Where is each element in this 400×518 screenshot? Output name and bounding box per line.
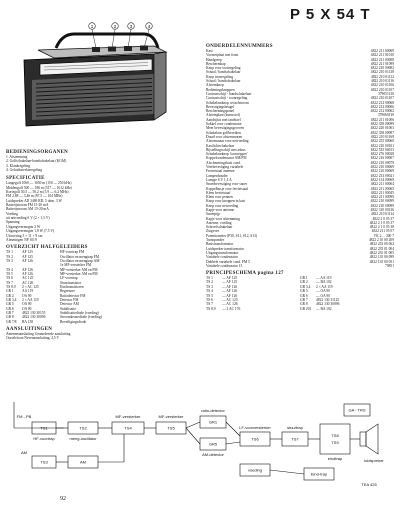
semi-type: 4822 130 30096 [22,315,46,320]
controls-item: 2. Golfschakelaar-bandschakelaar (KGM) [6,159,67,164]
princ-code: TS 4 [206,289,213,294]
part-number: 4822 211 01099 [370,61,394,66]
princ-type: — OA 90 [316,289,330,294]
page-number: 92 [60,496,66,502]
part-name: Schaal / bandschakelaar [206,79,241,84]
spec-line: Langegolf 1060 — 1650 m (150 — 250 kHz) [6,181,72,186]
controls-item: 4. Geluidssterkteregeling [6,168,43,173]
semi-row [6,320,176,324]
princ-code: GR 1 [300,276,308,281]
princ-type: — AF 125 [222,276,238,281]
part-number: 4822 235 01 005 [369,250,394,255]
parts-row [206,264,394,268]
part-name: Koppelbusje voor ferrietstaaf [206,186,249,191]
part-name: Beschermkap [206,61,226,66]
diagram-label: AM-detector [202,452,224,457]
diagram-label: Eind-trap [310,471,328,477]
parts-heading: ONDERDELENNUMMERS [206,44,273,49]
part-name: Schakelaarknop 'toonwipper' [206,152,248,157]
part-name: Schaal / bandschakelaar [206,70,241,75]
princ-table [206,276,394,311]
diagram-label: TEA 425 [361,482,377,487]
part-number: 4822 235 01 004 [369,246,394,251]
semi-code: TS 5 [6,271,13,276]
block-diagram [4,398,396,494]
princ-code: TS 7 [206,302,213,307]
part-name: Beschermingspanel [206,109,235,114]
semi-function: 1e MF-versterker FM [60,263,92,268]
diagram-label: FM - PB [16,414,32,419]
part-name: Kast [206,49,213,53]
part-number: 4822 255 00060 [370,139,394,144]
diagram-label: TS7 [291,436,299,442]
part-name: Schakelaarknop wisselstroom [206,100,249,105]
part-number: 4822 2 0 05 37 [372,216,394,221]
diagram-label: voeding [247,467,263,473]
part-name: Potentiometer (P30, S11, S12, S13) [206,233,258,238]
princ-code: TS 5 [206,293,213,298]
semi-function: Detector FM [60,297,79,302]
princ-code: TS 2 [206,280,213,285]
diagram-label: TS2 [79,425,87,431]
princ-type: 2 × AA 119 [316,284,333,289]
part-number: 4822 210 01107 [370,96,394,101]
diagram-label: ratio-detector [201,408,225,413]
semi-function: HF-voortrap FM [60,250,85,255]
semi-type: AF 126 [22,267,33,272]
part-name: Bijstellingsschijf met asbus [206,147,246,152]
semi-code: TS 2 [6,254,13,259]
part-number: 4822 211 00065 [370,186,394,191]
callout-2: 2 [113,23,117,29]
part-name: Schakelaar golfbereiken [206,130,241,135]
part-number: 379060130 [377,113,394,118]
semi-list [6,250,176,324]
part-name: Kastlichtschakelaar [206,143,235,148]
princ-left [206,276,286,311]
diagram-label: GA - TRS [348,407,366,413]
princ-code: GR 3,4 [300,284,311,289]
part-name: Uitgangstransformator [206,250,239,255]
spec-line: FM 2,88 — 3,46 m (87,5 — 104 MHz) [6,194,63,199]
part-number: 4822 211 00064 [370,182,394,187]
part-number: 4822 233 00021 [370,173,394,178]
controls-item: 3. Klankregeling [6,163,31,168]
spec-line: Uitgangsvermogen 2 W [6,224,41,229]
part-number: 4822 135 00 051 [369,259,394,264]
princ-row [206,307,286,311]
controls-heading: BEDIENINGSORGANEN [6,150,69,155]
diagram-label: TS1 [40,425,48,431]
part-name: Sokkel voor condensator [206,122,242,127]
diagram-label: TS9 [331,440,339,445]
semi-code: GR 8 [6,315,14,320]
part-name: Schroefschakelaar [206,225,233,230]
princ-code: TS 8,9 [206,306,216,311]
part-number: 4822 210 00069 [370,169,394,174]
part-number: 379051130 [377,91,394,96]
semi-code: TS 1 [6,250,13,255]
semi-code: GR 3,4 [6,297,17,302]
princ-code: GR 7 [300,297,308,302]
semi-code: TS 4 [6,267,13,272]
part-number: 4822 216 00007 [370,156,394,161]
align-line: Antenneaansluiting Geanodeerde aansluiting [6,332,71,337]
part-number: 4822 211 00099 [370,195,394,200]
princ-code: GR 2 [300,280,308,285]
semi-type: OA 90 [22,306,32,311]
part-name: Kapje voor afstemming [206,216,240,221]
spec-line: Spanning [6,220,20,225]
part-name: Voorzetplaat met front [206,53,239,58]
part-name: Afstemplaat (kunststof) [206,113,241,118]
princ-type: — 2 AC 176 [222,306,241,311]
part-number: 4822 2 10 00 209 [368,238,394,243]
semi-function: Oscillator en mengtrap FM [60,254,100,259]
diagram-label: TS3 [40,459,48,465]
part-name: Knop voor netvoeding [206,203,239,208]
part-name: Klem voor pennen [206,195,233,200]
part-number: 4822 211 01006 [370,117,394,122]
radio-illustration [4,20,170,132]
align-heading: AANSLUITINGEN [6,327,53,333]
semi-type: AA 119 [22,289,34,294]
part-number: 4822 211 00008 [370,57,394,62]
radio-drawing [4,20,170,132]
part-number: 4822 210 01169 [370,134,394,139]
semi-function: Eindtransistoren [60,284,84,289]
part-name: Koppelcondensator AM/FM [206,156,247,161]
spec-line: Voeding [6,211,18,216]
part-number: 4822 210 00099 [370,199,394,204]
spec-line: Batterijstroom FM 15-20 mA [6,203,49,208]
parts-list [206,49,394,268]
semi-type: AF 125 [22,250,33,255]
part-number: 4822 211 00069 [370,49,394,53]
part-name: Handgreep [206,57,222,62]
part-number: 4822 210 00069 [370,165,394,170]
part-name: Lampje 6 V 1,1 A [206,177,232,182]
princ-code: GR 5 [300,289,308,294]
page-title: P 5 X 54 T [290,6,371,23]
semi-code: GR 7/8 [6,319,17,324]
part-name: Knop voor knoppen in kast [206,199,246,204]
part-name: Kapje voor antenne [206,207,235,212]
part-name: Snoerbevestiging voor snoer [206,182,248,187]
semi-code: GR 2 [6,293,14,298]
semi-code: GR 7 [6,311,14,315]
part-number: 4822 211 00045 [370,190,394,195]
semi-code: TS 6 [6,276,13,281]
part-number: 4822 535 00013 [370,147,394,152]
left-column [6,150,176,341]
princ-type: — BA 102 [316,306,332,311]
part-number: VK 2 ... 300 7 [373,233,394,238]
block-diagram-svg [4,398,396,494]
semi-code: GR 1 [6,289,14,294]
callout-3: 3 [129,23,133,29]
part-name: Meer bevestigingsgroeven [206,126,245,131]
part-number: 4822 276 00028 [370,152,394,157]
spec-line: uit netvoeding 6 V (2 × 1,5 V) [6,216,50,221]
spec-line: Batterijstroom AM 15-20 mA [6,207,49,212]
spec-heading: SPECIFICATIE [6,176,45,182]
part-number: 4822 210 00101 [370,143,394,148]
semi-function: Beveiligingsdiode [60,319,87,324]
semi-type: AC 126 [22,280,34,285]
callout-1: 1 [90,23,94,29]
princ-code: TS 3 [206,284,213,289]
diagram-label: TS5 [167,425,175,431]
princ-type: 4822 130 30096 [316,302,340,307]
part-name: Knop toonregeling [206,74,234,79]
semi-code: GR 6 [6,306,14,311]
callout-4: 4 [147,23,151,29]
part-name: Snoerpijp [206,212,220,217]
part-name: Bevestigingsbeugel [206,104,235,109]
part-number: 4822 2 1 0 05 37 [369,220,394,225]
part-name: Knop voor toonregeling [206,66,241,71]
part-name: Variabele condensator 13 [206,263,243,268]
semi-function: Stuurtransistor [60,280,82,285]
part-number: 4822 212 00006 [370,104,394,109]
semi-type: 2 × AA 119 [22,297,39,302]
semi-function: MF-versterker AM en FM [60,267,98,272]
part-number: 4822 210 00082 [370,66,394,71]
part-number: 4822 358 00097 [370,130,394,135]
semi-type: AF 125 [22,254,33,259]
princ-code: GR 8 [300,302,308,307]
semi-function: MF-versterker AM en FM [60,271,98,276]
diagram-label: AM [80,459,86,465]
part-name: Ferrietstaaf antenne [206,169,235,174]
part-number: 4822 358 00099 [370,122,394,127]
diagram-label: stuurtrap [287,425,303,430]
diagram-label: TS6 [251,436,259,442]
semi-function: Stabilisatie [60,306,76,311]
semi-type: OA 90 [22,293,32,298]
part-number: 4822 220 01063 [370,126,394,131]
part-name: Veerbevestiging variabele [206,165,244,170]
princ-type: — AF 126 [222,284,238,289]
semi-type: 2 × AC 125 [22,284,39,289]
part-name: Afstemsnaar voor netvoeding [206,139,249,144]
diagram-label: MF-versterker [115,414,141,419]
princ-type: — OA 90 [316,293,330,298]
spec-line: Kortegolf 50,5 — 50,2 m (5,9 — 6,2 MHz) [6,190,69,195]
part-name: Basistransformator [206,242,234,247]
spec-line: Afmetingen NP 1019 [6,237,37,242]
princ-code: TS 6 [206,297,213,302]
part-name: Luidspreker transformator [206,246,244,251]
part-number: 4822 211 01010 [370,53,394,58]
part-name: Contrastschijf - toonregeling [206,96,248,101]
spec-line: Middengolf 500 — 186 m (517 — 1612 kHz) [6,185,72,190]
diagram-label: LF-voorversterker [239,425,271,430]
princ-type: 4822 130 31125 [316,297,340,302]
part-name: Contrastschijf - bandschakelaar [206,91,252,96]
semi-code: TS 3 [6,258,13,263]
part-number: 4822 253 00 062 [369,242,394,247]
semi-function: Stabilisatiediode (voeding) [60,311,99,315]
part-name: Dubbele variabele cond. FM 5 [206,259,250,264]
part-number: 4822 2 1 0 05 38 [369,225,394,230]
part-name: Draad voor afstemsnaren [206,134,243,139]
princ-type: — AF 125 [222,280,238,285]
part-name: Antenne, voeding [206,220,232,225]
part-number: 4822 210 00099 [370,203,394,208]
part-name: Zuigvoet [206,229,219,234]
semi-type: AC 125 [22,276,34,281]
semi-function: Ratiodetector FM [60,293,86,298]
diagram-label: GR1 [208,419,218,425]
semi-code: GR 5 [6,302,14,307]
part-name: Variabele condensator [206,255,238,260]
part-name: Aandrijfas met tandwiel [206,117,241,122]
princ-type: — AA 119 [316,276,332,281]
semi-type: AF 126 [22,271,33,276]
part-number: 4822 135 00 099 [369,255,394,260]
diagram-label: TS8 [331,433,339,438]
princ-heading: PRINCIPESCHEMA pagina 127 [206,271,284,277]
semi-function: Oscillator en mengtrap AM [60,258,100,263]
semi-code: TS 8,9 [6,284,16,289]
diagram-label: AM [21,450,27,455]
part-number: 4822 210 01138 [370,70,394,75]
princ-code: GR 201 [300,306,312,311]
part-number: 4822 134 00069 [370,177,394,182]
part-number: 4822 211 05 07 [371,229,394,234]
princ-type: — AF 126 [222,289,238,294]
semi-type: AF 126 [22,258,33,263]
part-number: 4822 210 01106 [370,83,394,88]
part-name: Afschermingsbuis cond. [206,160,241,165]
part-name: Afstemknop [206,83,224,88]
semi-heading: OVERZICHT HALFGELEIDERS [6,245,88,251]
princ-right [300,276,390,311]
part-number: 4822 212 00062 [370,109,394,114]
part-name: Bedieningsknoppen [206,87,235,92]
diagram-label: meng-oscillator [69,436,97,441]
diagram-label: luidspreker [364,458,384,463]
part-number: 79851 [385,263,394,268]
align-line: Oortelefoon Nevenaansluiting, 2,5 V [6,336,60,341]
diagram-label: HF-voortrap [33,436,55,441]
diagram-label: MF-versterker [158,414,184,419]
right-column [206,44,394,311]
part-number: 4822 212 00068 [370,100,394,105]
semi-function: Stroomkeuzediode (voeding) [60,315,102,320]
diagram-label: GR5 [208,441,218,447]
part-number: 4822 210 01114 [370,212,394,217]
princ-row [300,307,390,311]
spec-line: Uitgangsvermogen 1,8 W (7,5 V) [6,229,55,234]
princ-code: GR 6 [300,293,308,298]
part-number: 4822 210 01107 [370,87,394,92]
diagram-label: TS4 [124,425,132,431]
semi-function: LF-voortrap [60,276,78,281]
controls-item: 1. Afstemming [6,155,28,159]
diagram-label: eindtrap [327,456,343,461]
princ-type: — BA 102 [316,280,332,285]
semi-type: 4822 130 30155 [22,311,46,315]
semi-function: Begrenzer [60,289,75,294]
princ-type: — AC 125 [222,297,238,302]
part-number: 4822 210 00079 [370,160,394,165]
semi-function: Detector AM [60,302,79,307]
princ-code: TS 1 [206,276,213,281]
semi-code: TS 7 [6,280,13,285]
part-number: 4822 210 01116 [370,79,394,84]
part-number: 4822 210 01112 [370,74,394,79]
semi-type: OA 90 [22,302,32,307]
princ-type: — AC 126 [222,302,238,307]
spec-line: Uitvoering 3 × 11 × 9 cm [6,233,43,238]
part-number: 4822 310 00136 [370,207,394,212]
part-name: Transponder [206,238,225,243]
spec-line: Luidspreker AD 3469 RD, 5 ohm, 3 W [6,198,62,203]
part-name: Lampenhouder [206,173,228,178]
princ-type: — AF 126 [222,293,238,298]
semi-type: BA 138 [22,319,34,324]
part-name: Klem ferrietstaaf [206,190,231,195]
